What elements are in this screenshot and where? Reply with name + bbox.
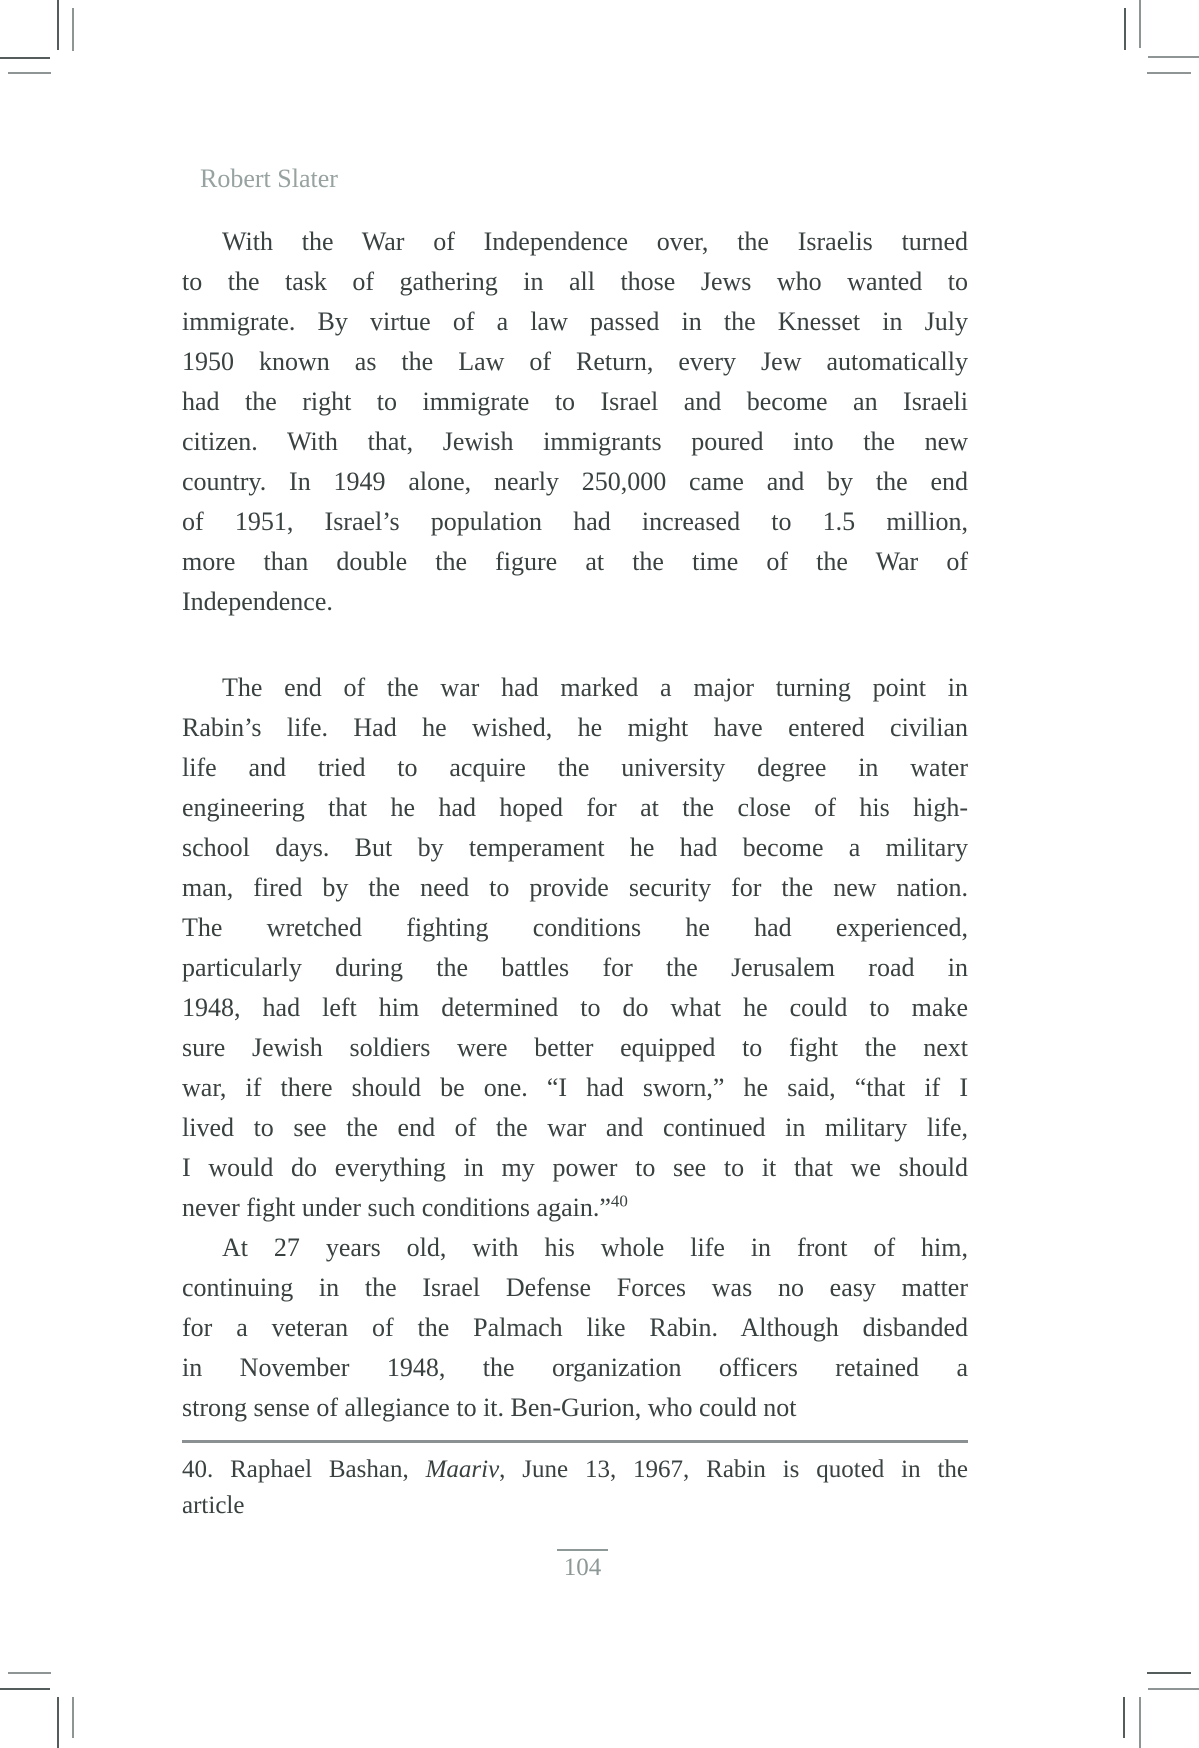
text-line: more than double the figure at the time of the War of	[182, 547, 968, 576]
text-line: of 1951, Israel’s population had increased to 1.5 million,	[182, 507, 968, 536]
footnote	[182, 1452, 968, 1524]
paragraph	[182, 1228, 968, 1428]
text-line: in November 1948, the organization officers retained a	[182, 1353, 968, 1382]
running-header-author: Robert Slater	[200, 164, 338, 193]
crop-mark-bottom-right-vertical-outer	[1139, 1697, 1141, 1748]
crop-mark-bottom-right-horizontal-outer	[1148, 1688, 1199, 1690]
crop-mark-top-left-horizontal-inner	[8, 72, 51, 74]
crop-mark-top-left-vertical-inner	[72, 8, 74, 51]
footnote-reference-number: 40	[610, 1191, 628, 1211]
footnote-text: , June 13, 1967, Rabin is quoted in the	[499, 1456, 968, 1483]
crop-mark-top-right-vertical-inner	[1124, 8, 1126, 50]
text-line: never fight under such conditions again.”$^{40}$	[182, 1191, 628, 1222]
crop-mark-bottom-left-vertical-inner	[72, 1697, 74, 1738]
text-line: country. In 1949 alone, nearly 250,000 came and by the end	[182, 467, 968, 496]
text-line: I would do everything in my power to see to it that we should	[182, 1153, 968, 1182]
text-line: man, fired by the need to provide security for the new nation.	[182, 873, 968, 902]
crop-mark-top-left-vertical-outer	[57, 0, 59, 50]
text-line: had the right to immigrate to Israel and become an Israeli	[182, 387, 968, 416]
crop-mark-bottom-left-vertical-outer	[57, 1697, 59, 1748]
crop-mark-top-left-horizontal-outer	[0, 57, 50, 59]
crop-mark-top-right-vertical-outer	[1139, 0, 1141, 48]
text-line: Rabin’s life. Had he wished, he might have entered civilian	[182, 713, 968, 742]
crop-mark-top-right-horizontal-outer	[1148, 56, 1199, 58]
crop-mark-bottom-right-horizontal-inner	[1147, 1672, 1191, 1674]
text-line: The wretched fighting conditions he had experienced,	[182, 913, 968, 942]
text-line: school days. But by temperament he had become a military	[182, 833, 968, 862]
footnote-line	[182, 1452, 968, 1488]
page-body-text	[182, 222, 968, 1524]
text-line: 1948, had left him determined to do what he could to make	[182, 993, 968, 1022]
text-line: citizen. With that, Jewish immigrants poured into the new	[182, 427, 968, 456]
text-line: Independence.	[182, 587, 333, 616]
footnote-text: article	[182, 1492, 245, 1519]
footnote-divider	[182, 1440, 968, 1443]
text-line: life and tried to acquire the university degree in water	[182, 753, 968, 782]
text-line: particularly during the battles for the Jerusalem road in	[182, 953, 968, 982]
text-line: sure Jewish soldiers were better equipped to fight the next	[182, 1033, 968, 1062]
text-line: continuing in the Israel Defense Forces was no easy matter	[182, 1273, 968, 1302]
paragraph	[182, 222, 968, 622]
crop-mark-bottom-right-vertical-inner	[1123, 1697, 1125, 1738]
footnote-text: 40. Raphael Bashan,	[182, 1456, 426, 1483]
text-line: With the War of Independence over, the Israelis turned	[222, 227, 968, 256]
text-line: At 27 years old, with his whole life in front of him,	[222, 1233, 968, 1262]
text-line: to the task of gathering in all those Jews who wanted to	[182, 267, 968, 296]
text-line: The end of the war had marked a major turning point in	[222, 673, 968, 702]
page-number: 104	[557, 1549, 608, 1582]
crop-mark-bottom-left-horizontal-outer	[0, 1688, 50, 1690]
footnote-line	[182, 1488, 968, 1524]
text-line: immigrate. By virtue of a law passed in the Knesset in July	[182, 307, 968, 336]
paragraph	[182, 668, 968, 1228]
body-paragraphs	[182, 222, 968, 1428]
crop-mark-top-right-horizontal-inner	[1147, 72, 1191, 74]
text-line: 1950 known as the Law of Return, every Jew automatically	[182, 347, 968, 376]
text-line: for a veteran of the Palmach like Rabin. Although disbanded	[182, 1313, 968, 1342]
text-line: war, if there should be one. “I had sworn,” he said, “that if I	[182, 1073, 968, 1102]
text-line: strong sense of allegiance to it. Ben-Gurion, who could not	[182, 1393, 797, 1422]
crop-mark-bottom-left-horizontal-inner	[8, 1672, 51, 1674]
footnote-publication-name: Maariv	[425, 1456, 500, 1483]
text-line: engineering that he had hoped for at the close of his high-	[182, 793, 968, 822]
text-line: lived to see the end of the war and continued in military life,	[182, 1113, 968, 1142]
